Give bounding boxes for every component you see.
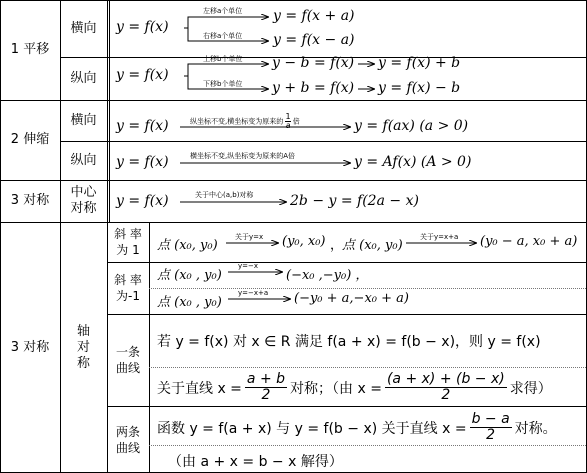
label-center: 关于中心(a,b)对称 [195,191,254,199]
sub-vertical: 纵向 [70,70,97,86]
formula-up-mid: y − b = f(x) [272,55,355,71]
category-stretch: 2 伸缩 [10,132,50,147]
sub-horizontal-stretch: 横向 [70,112,97,128]
sub-axis-symmetry: 轴 对 称 [76,323,90,371]
category-center-symmetry: 3 对称 [10,193,50,208]
label-down-b: 下移b个单位 [203,80,243,88]
formula-h-stretch-result: y = f(ax) (a > 0) [354,118,469,134]
label-v-stretch: 横坐标不变,纵坐标变为原来的A倍 [190,152,296,160]
formula-sm1-p2: 点 (x₀ , y₀) [157,295,222,310]
category-translation: 1 平移 [10,42,50,57]
formula-sm1-r1: (−x₀ ,−y₀) ， [286,268,369,283]
formula-left-result: y = f(x + a) [273,8,355,24]
formula-base-3: y = f(x) [116,118,169,134]
sub-slope-minus-1: 斜 率 为-1 [114,273,142,303]
sub-center-symmetry: 中心 对称 [70,185,97,216]
formula-center-result: 2b − y = f(2a − x) [290,193,419,209]
two-curve-line1: 函数 y = f(a + x) 与 y = f(b − x) 关于直线 x = $\frac{b - a}{2}$ 对称。 [157,411,557,443]
formula-s1-p1: 点 (x₀, y₀) [157,238,218,253]
sub-horizontal: 横向 [70,20,97,36]
one-curve-line2: 关于直线 x = $\frac{a + b}{2}$ 对称；（由 x = $\frac{(a + x) + (b - x)}{2}$ 求得） [157,371,552,403]
category-axis-symmetry: 3 对称 [10,339,50,355]
formula-v-stretch-result: y = Af(x) (A > 0) [354,154,472,170]
label-h-stretch: 纵坐标不变,横坐标变为原来的 $\frac{1}{a}$ 倍 [190,112,300,130]
formula-s1-p2: 点 (x₀, y₀) [342,238,403,253]
sub-two-curves: 两条 曲线 [115,424,140,455]
formula-s1-r2: (y₀ − a, x₀ + a) [480,234,578,249]
formula-base-1: y = f(x) [116,19,169,35]
one-curve-line1: 若 y = f(x) 对 x ∈ R 满足 f(a + x) = f(b − x)，则 y = f(x) [157,334,541,350]
formula-down-result: y = f(x) − b [378,80,461,96]
sub-slope-1: 斜 率 为 1 [114,227,142,257]
formula-right-result: y = f(x − a) [273,32,355,48]
sub-vertical-stretch: 纵向 [70,152,97,168]
two-curve-line2: （由 a + x = b − x 解得） [168,454,343,470]
formula-base-2: y = f(x) [116,67,169,83]
label-left-a: 左移a个单位 [203,7,243,15]
formula-s1-r1: (y₀, x₀) [282,234,326,249]
label-yeqmxa: y=−x+a [238,289,269,297]
formula-s1-sep: ， [330,238,344,253]
formula-down-mid: y + b = f(x) [272,80,355,96]
formula-sm1-r2: (−y₀ + a,−x₀ + a) [294,291,409,306]
formula-up-result: y = f(x) + b [378,55,461,71]
formula-sm1-p1: 点 (x₀ , y₀) [157,268,222,283]
label-right-a: 右移a个单位 [203,32,243,40]
formula-base-5: y = f(x) [116,193,169,209]
formula-base-4: y = f(x) [116,154,169,170]
label-sym-yxa: 关于y=x+a [420,233,459,241]
label-yeqmx: y=−x [238,262,259,270]
label-sym-yx: 关于y=x [235,233,264,241]
label-up-b: 上移b个单位 [203,55,243,63]
sub-one-curve: 一条 曲线 [115,345,140,375]
